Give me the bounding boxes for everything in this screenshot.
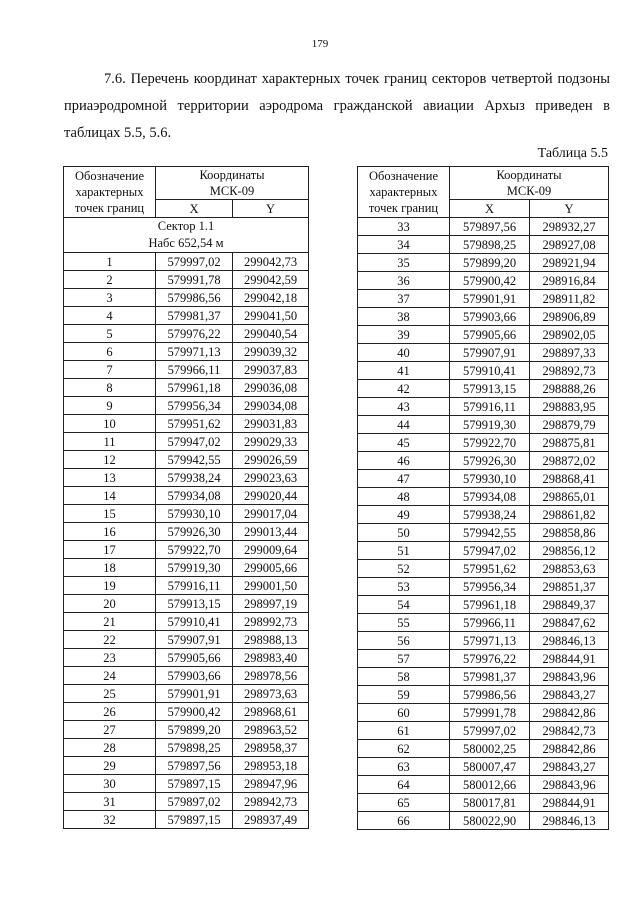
table-row [64,451,309,469]
y-coordinate-cell: 298861,82 [530,506,609,524]
table-row [358,380,609,398]
x-coordinate-cell: 579981,37 [450,668,530,686]
x-coordinate-cell: 579897,56 [450,218,530,236]
x-coordinate-cell: 579976,22 [450,650,530,668]
table-row [358,218,609,236]
table-row [358,524,609,542]
x-coordinate-cell: 579898,25 [450,236,530,254]
point-number-cell: 24 [64,667,156,685]
point-number-cell: 15 [64,505,156,523]
table-row [358,632,609,650]
y-coordinate-cell: 298927,08 [530,236,609,254]
y-coordinate-cell: 298842,86 [530,740,609,758]
table-row [358,740,609,758]
header-text: характерных [369,185,438,199]
table-row [64,505,309,523]
x-coordinate-cell: 579916,11 [450,398,530,416]
point-number-cell: 35 [358,254,450,272]
table-row [64,361,309,379]
point-number-cell: 52 [358,560,450,578]
table-row [358,542,609,560]
coordinates-table-left [63,166,309,829]
point-number-cell: 34 [358,236,450,254]
y-coordinate-cell: 298953,18 [233,757,309,775]
point-number-cell: 46 [358,452,450,470]
y-coordinate-cell: 298978,56 [233,667,309,685]
x-coordinate-cell: 579897,02 [156,793,233,811]
table-row [64,595,309,613]
table-row [64,757,309,775]
table-row [64,397,309,415]
x-coordinate-cell: 579986,56 [450,686,530,704]
x-coordinate-cell: 579997,02 [450,722,530,740]
header-text: характерных [75,185,144,199]
table-row [64,613,309,631]
y-coordinate-cell: 299040,54 [233,325,309,343]
sector-name: Сектор 1.1 [157,219,215,233]
table-row [64,253,309,271]
table-row [64,325,309,343]
point-number-cell: 47 [358,470,450,488]
x-coordinate-cell: 579956,34 [450,578,530,596]
y-coordinate-cell: 299039,32 [233,343,309,361]
x-coordinate-cell: 580002,25 [450,740,530,758]
y-coordinate-cell: 298888,26 [530,380,609,398]
x-coordinate-cell: 579966,11 [156,361,233,379]
table-row [64,685,309,703]
y-coordinate-cell: 298906,89 [530,308,609,326]
y-coordinate-cell: 298902,05 [530,326,609,344]
x-coordinate-cell: 579930,10 [450,470,530,488]
x-coordinate-cell: 579926,30 [450,452,530,470]
table-row [358,290,609,308]
point-number-cell: 43 [358,398,450,416]
x-coordinate-cell: 579919,30 [450,416,530,434]
y-coordinate-cell: 298973,63 [233,685,309,703]
point-number-cell: 63 [358,758,450,776]
table-row [64,541,309,559]
y-coordinate-cell: 298883,95 [530,398,609,416]
point-number-cell: 14 [64,487,156,505]
table-row [64,559,309,577]
x-coordinate-cell: 579947,02 [450,542,530,560]
point-number-cell: 12 [64,451,156,469]
point-number-cell: 8 [64,379,156,397]
y-coordinate-cell: 299042,59 [233,271,309,289]
point-number-cell: 49 [358,506,450,524]
point-number-cell: 6 [64,343,156,361]
y-coordinate-cell: 298872,02 [530,452,609,470]
header-text: Обозначение [368,169,439,183]
table-row [64,703,309,721]
y-header: Y [530,200,609,218]
y-coordinate-cell: 298842,86 [530,704,609,722]
y-coordinate-cell: 298937,49 [233,811,309,829]
table-row [358,308,609,326]
table-row [64,469,309,487]
x-coordinate-cell: 579897,15 [156,811,233,829]
point-number-cell: 19 [64,577,156,595]
y-coordinate-cell: 299023,63 [233,469,309,487]
y-coordinate-cell: 299026,59 [233,451,309,469]
y-coordinate-cell: 299005,66 [233,559,309,577]
header-text: Координаты [496,168,562,182]
x-coordinate-cell: 579951,62 [450,560,530,578]
header-text: точек границ [368,201,439,215]
point-number-cell: 5 [64,325,156,343]
y-coordinate-cell: 298843,27 [530,686,609,704]
point-number-cell: 45 [358,434,450,452]
coordinates-header [156,167,309,200]
x-coordinate-cell: 579897,15 [156,775,233,793]
x-coordinate-cell: 580022,90 [450,812,530,830]
point-number-cell: 55 [358,614,450,632]
point-number-cell: 44 [358,416,450,434]
table-row [358,758,609,776]
x-coordinate-cell: 579961,18 [450,596,530,614]
header-text: МСК-09 [209,184,255,198]
point-number-cell: 21 [64,613,156,631]
y-coordinate-cell: 298843,96 [530,776,609,794]
x-coordinate-cell: 579910,41 [450,362,530,380]
x-coordinate-cell: 579961,18 [156,379,233,397]
point-number-cell: 33 [358,218,450,236]
designation-header [358,167,450,218]
x-coordinate-cell: 579919,30 [156,559,233,577]
y-coordinate-cell: 299036,08 [233,379,309,397]
y-coordinate-cell: 298843,27 [530,758,609,776]
table-row [358,236,609,254]
point-number-cell: 28 [64,739,156,757]
table-row [64,415,309,433]
table-row [64,433,309,451]
point-number-cell: 40 [358,344,450,362]
table-row [358,272,609,290]
header-text: точек границ [74,201,145,215]
table-row [64,379,309,397]
x-coordinate-cell: 579903,66 [450,308,530,326]
point-number-cell: 1 [64,253,156,271]
y-coordinate-cell: 298921,94 [530,254,609,272]
x-coordinate-cell: 579971,13 [450,632,530,650]
point-number-cell: 56 [358,632,450,650]
x-coordinate-cell: 579899,20 [156,721,233,739]
point-number-cell: 65 [358,794,450,812]
x-coordinate-cell: 579951,62 [156,415,233,433]
y-coordinate-cell: 298856,12 [530,542,609,560]
y-coordinate-cell: 298844,91 [530,650,609,668]
x-coordinate-cell: 579901,91 [450,290,530,308]
x-coordinate-cell: 579901,91 [156,685,233,703]
point-number-cell: 16 [64,523,156,541]
x-coordinate-cell: 579966,11 [450,614,530,632]
point-number-cell: 2 [64,271,156,289]
point-number-cell: 37 [358,290,450,308]
y-coordinate-cell: 298849,37 [530,596,609,614]
table-row [64,289,309,307]
table-row [358,416,609,434]
table-row [64,487,309,505]
table-row [64,577,309,595]
table-row [358,326,609,344]
x-coordinate-cell: 579913,15 [156,595,233,613]
y-coordinate-cell: 298847,62 [530,614,609,632]
x-coordinate-cell: 579976,22 [156,325,233,343]
point-number-cell: 4 [64,307,156,325]
table-row [358,470,609,488]
intro-text: 7.6. Перечень координат характерных точек границ секторов четвертой подзоны приаэродромной территории аэродрома гражданской авиации Архыз приведен в таблицах 5.5, 5.6. [64,71,610,141]
point-number-cell: 66 [358,812,450,830]
x-coordinate-cell: 579900,42 [450,272,530,290]
table-row [64,523,309,541]
y-coordinate-cell: 298858,86 [530,524,609,542]
y-coordinate-cell: 299042,18 [233,289,309,307]
point-number-cell: 48 [358,488,450,506]
table-row [358,596,609,614]
point-number-cell: 22 [64,631,156,649]
table-row [64,649,309,667]
y-coordinate-cell: 298988,13 [233,631,309,649]
table-row [358,686,609,704]
y-coordinate-cell: 298916,84 [530,272,609,290]
y-coordinate-cell: 298983,40 [233,649,309,667]
x-coordinate-cell: 579900,42 [156,703,233,721]
point-number-cell: 23 [64,649,156,667]
y-coordinate-cell: 299041,50 [233,307,309,325]
y-coordinate-cell: 299031,83 [233,415,309,433]
point-number-cell: 54 [358,596,450,614]
sector-height: Набс 652,54 м [148,236,224,250]
y-coordinate-cell: 298868,41 [530,470,609,488]
y-coordinate-cell: 298968,61 [233,703,309,721]
y-coordinate-cell: 298997,19 [233,595,309,613]
designation-header [64,167,156,218]
x-coordinate-cell: 579910,41 [156,613,233,631]
y-coordinate-cell: 299017,04 [233,505,309,523]
y-coordinate-cell: 298846,13 [530,632,609,650]
table-row [358,650,609,668]
table-row [358,722,609,740]
x-coordinate-cell: 579907,91 [156,631,233,649]
table-row [358,398,609,416]
x-coordinate-cell: 580007,47 [450,758,530,776]
x-coordinate-cell: 579971,13 [156,343,233,361]
point-number-cell: 62 [358,740,450,758]
point-number-cell: 60 [358,704,450,722]
table-row [64,721,309,739]
x-coordinate-cell: 579942,55 [450,524,530,542]
table-row [358,704,609,722]
x-coordinate-cell: 579981,37 [156,307,233,325]
point-number-cell: 41 [358,362,450,380]
header-text: Координаты [199,168,265,182]
point-number-cell: 32 [64,811,156,829]
x-coordinate-cell: 579897,56 [156,757,233,775]
y-coordinate-cell: 298865,01 [530,488,609,506]
x-coordinate-cell: 579938,24 [156,469,233,487]
x-coordinate-cell: 579991,78 [450,704,530,722]
x-coordinate-cell: 579926,30 [156,523,233,541]
x-coordinate-cell: 579922,70 [156,541,233,559]
point-number-cell: 3 [64,289,156,307]
table-row [64,307,309,325]
y-coordinate-cell: 298992,73 [233,613,309,631]
x-coordinate-cell: 579899,20 [450,254,530,272]
table-row [358,812,609,830]
y-coordinate-cell: 299020,44 [233,487,309,505]
point-number-cell: 31 [64,793,156,811]
point-number-cell: 27 [64,721,156,739]
y-coordinate-cell: 298842,73 [530,722,609,740]
y-coordinate-cell: 298947,96 [233,775,309,793]
table-row [64,631,309,649]
point-number-cell: 29 [64,757,156,775]
x-coordinate-cell: 579938,24 [450,506,530,524]
point-number-cell: 30 [64,775,156,793]
point-number-cell: 26 [64,703,156,721]
point-number-cell: 50 [358,524,450,542]
table-row [64,811,309,829]
y-coordinate-cell: 298853,63 [530,560,609,578]
x-coordinate-cell: 579916,11 [156,577,233,595]
point-number-cell: 11 [64,433,156,451]
table-row [358,344,609,362]
y-coordinate-cell: 299001,50 [233,577,309,595]
y-coordinate-cell: 298958,37 [233,739,309,757]
y-coordinate-cell: 298963,52 [233,721,309,739]
table-row [64,739,309,757]
x-coordinate-cell: 579942,55 [156,451,233,469]
y-coordinate-cell: 299009,64 [233,541,309,559]
intro-paragraph [64,66,610,147]
y-coordinate-cell: 298892,73 [530,362,609,380]
y-coordinate-cell: 299034,08 [233,397,309,415]
point-number-cell: 20 [64,595,156,613]
table-row [358,794,609,812]
x-coordinate-cell: 579922,70 [450,434,530,452]
y-coordinate-cell: 298911,82 [530,290,609,308]
x-header: X [156,200,233,218]
x-coordinate-cell: 579905,66 [450,326,530,344]
x-coordinate-cell: 579986,56 [156,289,233,307]
point-number-cell: 38 [358,308,450,326]
point-number-cell: 9 [64,397,156,415]
table-caption: Таблица 5.5 [537,146,608,161]
point-number-cell: 7 [64,361,156,379]
point-number-cell: 42 [358,380,450,398]
x-coordinate-cell: 580012,66 [450,776,530,794]
y-header: Y [233,200,309,218]
coordinates-table-right [357,166,609,830]
y-coordinate-cell: 298846,13 [530,812,609,830]
y-coordinate-cell: 299042,73 [233,253,309,271]
y-coordinate-cell: 298844,91 [530,794,609,812]
y-coordinate-cell: 298879,79 [530,416,609,434]
point-number-cell: 64 [358,776,450,794]
x-coordinate-cell: 579913,15 [450,380,530,398]
x-coordinate-cell: 579934,08 [156,487,233,505]
y-coordinate-cell: 299013,44 [233,523,309,541]
y-coordinate-cell: 298942,73 [233,793,309,811]
table-row [64,793,309,811]
y-coordinate-cell: 298851,37 [530,578,609,596]
y-coordinate-cell: 299029,33 [233,433,309,451]
y-coordinate-cell: 298897,33 [530,344,609,362]
header-text: МСК-09 [506,184,552,198]
point-number-cell: 36 [358,272,450,290]
table-row [358,254,609,272]
table-row [358,560,609,578]
table-row [358,668,609,686]
table-row [64,271,309,289]
table-row [358,434,609,452]
point-number-cell: 39 [358,326,450,344]
x-coordinate-cell: 579930,10 [156,505,233,523]
y-coordinate-cell: 298932,27 [530,218,609,236]
table-row [64,667,309,685]
y-coordinate-cell: 299037,83 [233,361,309,379]
x-coordinate-cell: 579947,02 [156,433,233,451]
table-row [64,343,309,361]
point-number-cell: 17 [64,541,156,559]
point-number-cell: 18 [64,559,156,577]
x-coordinate-cell: 579903,66 [156,667,233,685]
table-row [358,578,609,596]
y-coordinate-cell: 298843,96 [530,668,609,686]
x-coordinate-cell: 579898,25 [156,739,233,757]
x-coordinate-cell: 580017,81 [450,794,530,812]
x-coordinate-cell: 579991,78 [156,271,233,289]
x-coordinate-cell: 579934,08 [450,488,530,506]
x-header: X [450,200,530,218]
point-number-cell: 25 [64,685,156,703]
point-number-cell: 13 [64,469,156,487]
x-coordinate-cell: 579907,91 [450,344,530,362]
table-row [358,506,609,524]
x-coordinate-cell: 579956,34 [156,397,233,415]
point-number-cell: 51 [358,542,450,560]
table-row [358,776,609,794]
coordinates-header [450,167,609,200]
table-row [358,362,609,380]
table-row [358,488,609,506]
point-number-cell: 53 [358,578,450,596]
table-row [64,775,309,793]
point-number-cell: 10 [64,415,156,433]
point-number-cell: 61 [358,722,450,740]
point-number-cell: 59 [358,686,450,704]
point-number-cell: 57 [358,650,450,668]
y-coordinate-cell: 298875,81 [530,434,609,452]
page-number: 179 [311,38,329,50]
x-coordinate-cell: 579905,66 [156,649,233,667]
table-row [358,614,609,632]
table-row [358,452,609,470]
point-number-cell: 58 [358,668,450,686]
header-text: Обозначение [74,169,145,183]
x-coordinate-cell: 579997,02 [156,253,233,271]
sector-header [64,218,309,253]
